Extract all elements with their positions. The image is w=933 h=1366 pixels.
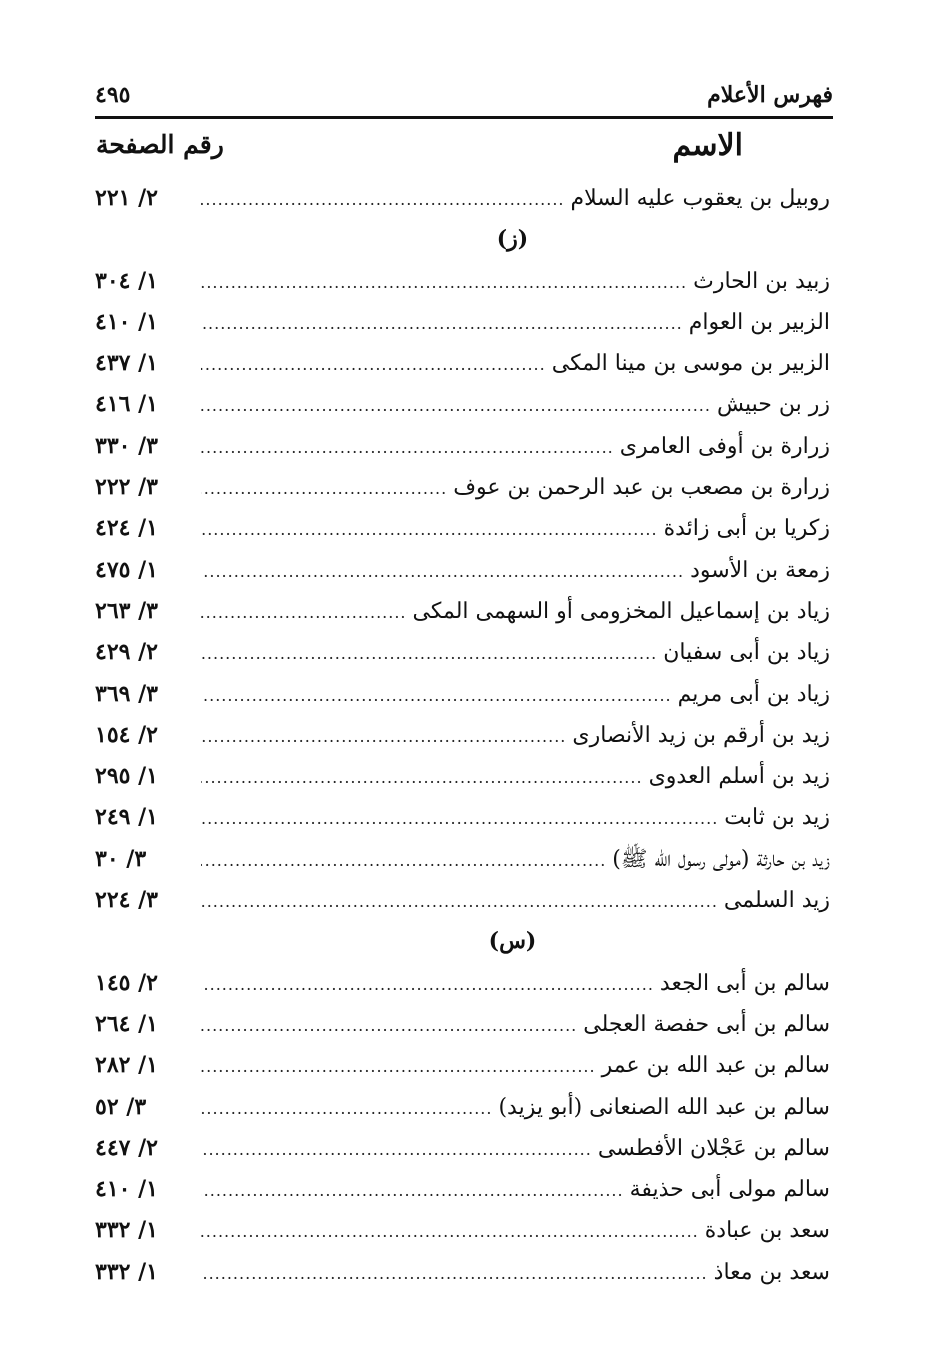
entry-name: زرارة بن مصعب بن عبد الرحمن بن عوف — [453, 475, 830, 501]
index-entry — [95, 1128, 830, 1169]
dot-leader — [201, 716, 566, 757]
entry-name: زيد بن ثابت — [724, 805, 830, 831]
page-header — [95, 78, 833, 114]
index-entry — [95, 880, 830, 921]
entry-name: سالم بن عَجْلان الأفطسى — [597, 1135, 830, 1161]
index-entry — [95, 550, 830, 591]
dot-leader — [201, 964, 654, 1005]
dot-leader — [201, 1170, 624, 1211]
index-entry — [95, 839, 830, 880]
dot-leader — [201, 1129, 592, 1170]
entry-page-ref: ١/ ٤٧٥ — [95, 556, 158, 583]
index-entry — [95, 1004, 830, 1045]
entry-name: سالم بن عبد الله بن عمر — [601, 1053, 830, 1079]
entry-page-ref: ٣/ ٣٣٠ — [95, 432, 158, 459]
entry-page-ref: ١/ ٤١٠ — [95, 1176, 158, 1203]
index-entry — [95, 261, 830, 302]
entry-name: زيد بن أرقم بن زيد الأنصارى — [572, 722, 830, 748]
entry-page-ref: ٢/ ٢٢١ — [95, 185, 158, 211]
entry-page-ref: ٣/ ٢٦٣ — [95, 597, 158, 624]
page-column-heading: رقم الصفحة — [96, 130, 224, 159]
index-entry — [95, 343, 830, 384]
entry-page-ref: ١/ ٢٨٢ — [95, 1052, 158, 1079]
entry-name: زر بن حبيش — [716, 392, 830, 418]
entry-page-ref: ١/ ٣٣٢ — [95, 1258, 158, 1285]
entry-page-ref: ١/ ٢٦٤ — [95, 1010, 158, 1037]
entry-name: زيد بن حارثة (مولى رسول الله ﷺ) — [612, 846, 830, 872]
dot-leader — [201, 757, 643, 798]
index-entry — [95, 1252, 830, 1293]
entry-name: زمعة بن الأسود — [690, 557, 830, 583]
entry-page-ref: ١/ ٢٩٥ — [95, 763, 158, 790]
dot-leader — [201, 427, 614, 468]
dot-leader — [201, 1005, 577, 1046]
dot-leader — [201, 303, 683, 344]
dot-leader — [201, 1211, 699, 1252]
index-entry — [95, 384, 830, 425]
page-number: ٤٩٥ — [95, 82, 131, 108]
entry-name: سالم بن عبد الله الصنعانى (أبو يزيد) — [498, 1094, 830, 1120]
dot-leader — [201, 633, 657, 674]
entry-name: زيد السلمى — [723, 888, 830, 914]
index-entry — [95, 467, 830, 508]
dot-leader — [201, 881, 718, 922]
index-entry — [95, 632, 830, 673]
entry-name: زياد بن إسماعيل المخزومى أو السهمى المكى — [412, 598, 830, 624]
entry-name: زرارة بن أوفى العامرى — [619, 433, 830, 459]
dot-leader — [201, 1253, 708, 1294]
entry-page-ref: ١/ ٤٣٧ — [95, 350, 158, 377]
index-entry — [95, 1087, 830, 1128]
index-entry — [95, 674, 830, 715]
index-entry — [95, 1045, 830, 1086]
dot-leader — [201, 675, 672, 716]
entry-page-ref: ١/ ٣٠٤ — [95, 267, 158, 294]
dot-leader — [201, 551, 684, 592]
entry-name: سعد بن عبادة — [704, 1218, 830, 1244]
entry-page-ref: ١/ ٤١٦ — [95, 391, 158, 418]
dot-leader — [201, 509, 658, 550]
entry-name: زبيد بن الحارث — [693, 268, 830, 294]
entry-page-ref: ١/ ٣٣٢ — [95, 1217, 158, 1244]
entry-page-ref: ٢/ ٤٢٩ — [95, 639, 158, 666]
dot-leader — [201, 262, 687, 303]
index-entry — [95, 1210, 830, 1251]
header-rule — [95, 116, 833, 119]
dot-leader — [201, 344, 546, 385]
name-column-heading: الاسم — [672, 128, 743, 163]
index-entry — [95, 302, 830, 343]
entry-page-ref: ٣/ ٢٢٢ — [95, 474, 158, 501]
entry-page-ref: ٣/ ٢٢٤ — [95, 887, 158, 914]
dot-leader — [201, 1046, 596, 1087]
index-entry — [95, 591, 830, 632]
entry-page-ref: ٢/ ١٤٥ — [95, 969, 158, 996]
entry-page-ref: ٢/ ٤٤٧ — [95, 1134, 158, 1161]
entry-name: سالم بن أبى حفصة العجلى — [583, 1011, 830, 1037]
entry-page-ref: ٢/ ١٥٤ — [95, 721, 158, 748]
index-entry — [95, 1169, 830, 1210]
entry-page-ref: ٣/ ٣٠ — [95, 845, 147, 872]
entry-name: زكريا بن أبى زائدة — [663, 516, 830, 542]
index-entry — [95, 963, 830, 1004]
index-entry — [95, 508, 830, 549]
entry-name: زياد بن أبى مريم — [677, 681, 830, 707]
entry-page-ref: ٣/ ٣٦٩ — [95, 680, 158, 707]
entry-name: زياد بن أبى سفيان — [663, 640, 830, 666]
dot-leader — [201, 592, 407, 633]
letter-heading: (ز) — [496, 226, 529, 253]
dot-leader — [201, 179, 565, 220]
entry-name: سعد بن معاذ — [713, 1259, 830, 1285]
dot-leader — [201, 468, 447, 509]
index-list — [95, 178, 830, 1293]
running-title: فهرس الأعلام — [707, 82, 833, 108]
entry-page-ref: ١/ ٢٤٩ — [95, 804, 158, 831]
entry-name: الزبير بن العوام — [688, 309, 830, 335]
entry-name: سالم بن أبى الجعد — [659, 970, 830, 996]
entry-page-ref: ٣/ ٥٢ — [95, 1093, 147, 1120]
entry-name: سالم مولى أبى حذيفة — [629, 1177, 830, 1203]
index-entry — [95, 178, 830, 219]
index-entry — [95, 715, 830, 756]
index-entry — [95, 797, 830, 838]
dot-leader — [201, 385, 711, 426]
entry-page-ref: ١/ ٤١٠ — [95, 308, 158, 335]
dot-leader — [201, 840, 606, 881]
entry-name: زيد بن أسلم العدوى — [648, 764, 830, 790]
dot-leader — [201, 1088, 492, 1129]
entry-name: روبيل بن يعقوب عليه السلام — [570, 186, 830, 211]
dot-leader — [201, 798, 718, 839]
index-entry — [95, 756, 830, 797]
letter-heading: (س) — [488, 928, 537, 955]
entry-page-ref: ١/ ٤٢٤ — [95, 515, 158, 542]
index-entry — [95, 426, 830, 467]
entry-name: الزبير بن موسى بن مينا المكى — [551, 351, 830, 377]
